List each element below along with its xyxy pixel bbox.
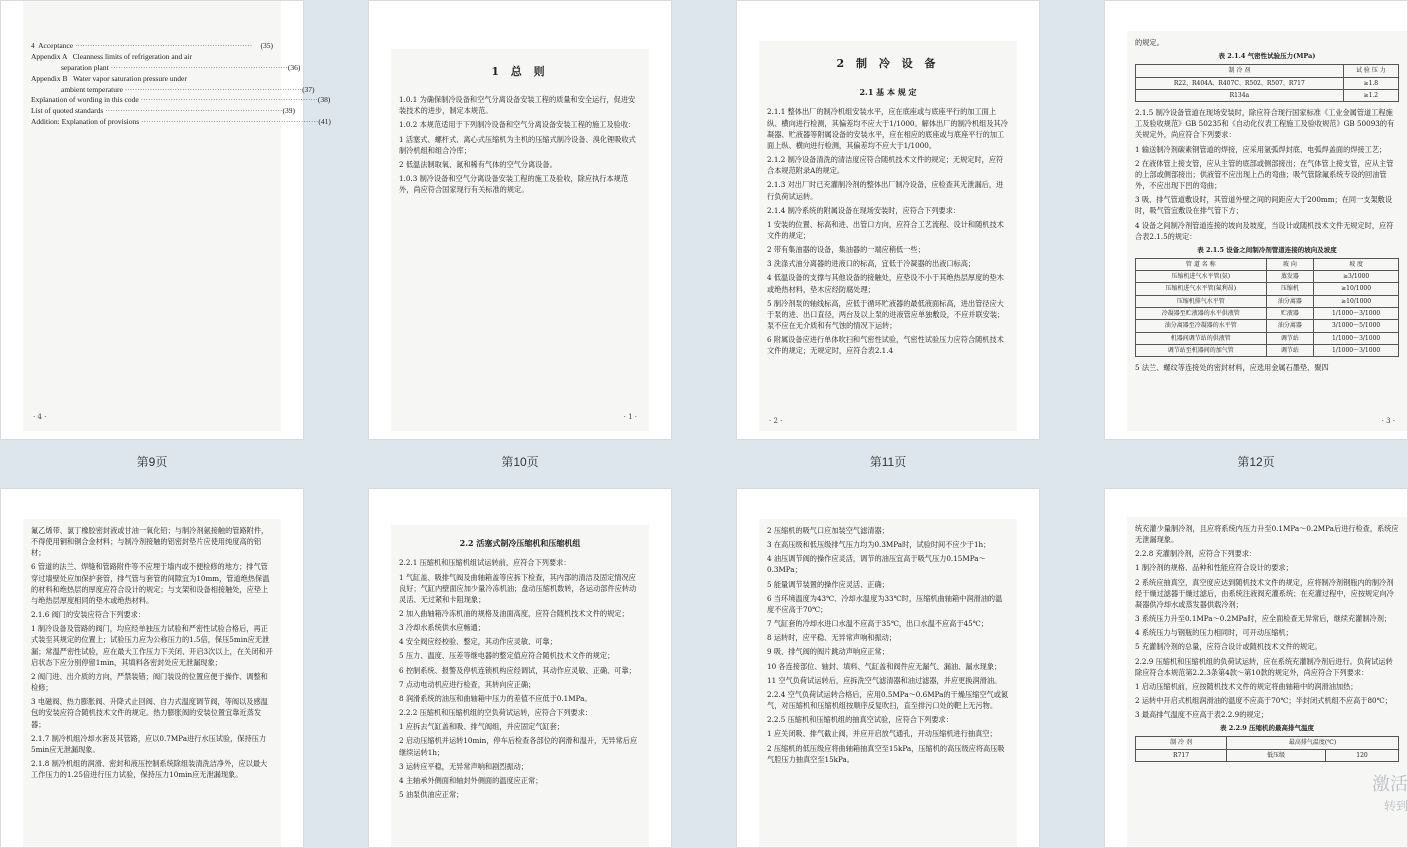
page-number: · 3 · xyxy=(1381,417,1395,426)
paragraph: 统充灌少量制冷剂，且应将系统内压力升至0.1MPa～0.2MPa后进行检查，系统应无泄漏现象。 xyxy=(1135,524,1399,545)
toc-entry-page: (41) xyxy=(318,117,331,127)
toc-entry xyxy=(31,106,295,117)
paragraph-list xyxy=(1135,107,1399,242)
paragraph: 1 活塞式、螺杆式、离心式压缩机为主机的压缩式制冷设备、溴化锂吸收式制冷机组和组合冷库； xyxy=(399,134,636,155)
table-row xyxy=(1136,332,1399,344)
toc-entry xyxy=(31,52,273,63)
paragraph: 8 润滑系统的油压和曲轴箱中压力的差值不应低于0.1MPa。 xyxy=(399,693,592,703)
paragraph: 3 吸、排气管道敷设时，其管道外壁之间的间距应大于200mm；在同一支架敷设时，吸气管宜敷设在排气管下方； xyxy=(1135,195,1393,216)
paragraph: 8 运转时，应平稳、无异常声响和振动； xyxy=(767,633,897,643)
paragraph: 3 最高排气温度不应高于表2.2.9的规定； xyxy=(1135,710,1268,720)
paragraph: 1.0.1 为确保制冷设备和空气分离设备安装工程的质量和安全运行，促进安装技术的进步，制定本规范。 xyxy=(399,95,636,116)
table-cell: 油分离器 xyxy=(1266,295,1314,307)
toc-list xyxy=(31,41,331,128)
toc-entry-label: List of quoted standards xyxy=(31,106,106,116)
table-row xyxy=(1136,344,1399,356)
table-cell: 压缩机 xyxy=(1266,283,1314,295)
table-cell: 机器间调节站的供液管 xyxy=(1136,332,1267,344)
toc-entry-label: separation plant xyxy=(31,62,111,72)
paragraph: 7 点动电动机应进行检查，其转向应正确； xyxy=(399,679,536,689)
paragraph: 2 阀门进、出介质的方向，严禁装错；阀门装设的位置应便于操作、调整和检修； xyxy=(31,671,268,693)
paragraph: 4 系统压力与钢瓶的压力相同时，可开动压缩机； xyxy=(1135,628,1293,638)
paragraph: 11 空气负荷试运转后，应拆洗空气滤清器和油过滤器，并应更换润滑油。 xyxy=(767,675,1002,685)
table-header-cell: 坡 向 xyxy=(1266,258,1314,270)
table-cell: ≥1.2 xyxy=(1343,89,1398,101)
paragraph: 9 吸、排气阀的阀片跳动声响应正常； xyxy=(767,647,889,657)
page-thumbnail-9[interactable] xyxy=(0,0,331,440)
paragraph: 1 启动压缩机前，应按随机技术文件的规定将曲轴箱中的润滑油加热； xyxy=(1135,681,1358,691)
paragraph: 5 油泵供油应正常； xyxy=(399,790,464,800)
table-cell: 冷凝器至贮液器的水平供液管 xyxy=(1136,308,1267,320)
section-title: 2.1 基 本 规 定 xyxy=(859,87,917,98)
toc-leader-dots xyxy=(192,52,273,63)
page-thumbnail-15[interactable] xyxy=(736,488,1040,848)
paragraph: 5 充灌制冷剂的总量，应符合设计或随机技术文件的规定。 xyxy=(1135,642,1322,652)
toc-leader-dots: ······································································· xyxy=(141,117,319,127)
toc-entry xyxy=(31,41,273,52)
paragraph: 1 制冷设备及管路的阀门，均应经单独压力试验和严密性试验合格后，再正式装至其规定的位置上；试验压力应为公称压力的1.5倍，保压5min应无泄漏；常温严密性试验，应在最大工作压力下关闭、开启3次以上，在关闭和开启状态下应分别停留1min，其填料各密封处应无泄漏现象； xyxy=(31,624,273,667)
page-number: · 2 · xyxy=(769,417,783,426)
toc-entry-page: (39) xyxy=(282,106,295,116)
page-content xyxy=(759,41,1017,431)
toc-entry-page: (38) xyxy=(317,95,331,105)
table-cell: 调节站 xyxy=(1266,332,1314,344)
paragraph: 2.1.3 对出厂时已充灌制冷剂的整体出厂制冷设备，应检查其无泄漏后，进行负荷试运转。 xyxy=(767,180,1004,201)
table-row xyxy=(1136,320,1399,332)
page-thumbnail-14[interactable] xyxy=(368,488,672,848)
table-header-cell: 最高排气温度(℃) xyxy=(1227,737,1399,749)
paragraph-list xyxy=(399,94,641,195)
toc-entry-page: (37) xyxy=(302,84,315,94)
table-row xyxy=(1136,308,1399,320)
paragraph: 2 压缩机的低压级应将曲轴箱抽真空至15kPa，压缩机的高压级应将高压吸气腔压力抽真空至15kPa。 xyxy=(767,743,1005,764)
page-content xyxy=(759,519,1017,847)
toc-leader-dots: ······································································· xyxy=(74,41,253,50)
paragraph: 2 加入曲轴箱冷冻机油的规格及油面高度，应符合随机技术文件的规定； xyxy=(399,609,629,619)
toc-entry-label: ambient temperature xyxy=(31,84,125,94)
page-content xyxy=(1127,31,1407,431)
paragraph: 1 应拆去气缸盖和吸、排气阀组，并应固定气缸套； xyxy=(399,722,564,732)
activation-watermark: 激活 xyxy=(1372,774,1408,795)
paragraph: 2 压缩机的吸气口应加装空气滤清器； xyxy=(767,526,889,535)
page-number: · 4 · xyxy=(33,413,47,422)
table-row xyxy=(1136,749,1399,761)
paragraph: 2.1.5 制冷设备管道在现场安装时，除应符合现行国家标准《工业金属管道工程施工及验收规范》GB 50235和《自动化仪表工程施工及验收规范》GB 50093的有关规定外，尚应符合下列要求： xyxy=(1135,108,1395,140)
table-header-cell: 制 冷 剂 xyxy=(1136,65,1344,77)
toc-entry xyxy=(31,62,301,74)
page-thumbnail-11[interactable] xyxy=(736,0,1040,440)
toc-entry xyxy=(31,117,331,128)
table-cell: R717 xyxy=(1136,749,1227,761)
paragraph: 1 安装的位置、标高和进、出管口方向，应符合工艺流程、设计和随机技术文件的规定； xyxy=(767,219,1004,240)
page-thumbnail-10[interactable] xyxy=(368,0,672,440)
paragraph: 5 制冷剂泵的轴线标高，应低于循环贮液器的最低液面标高，进出管径应大于泵的进、出口直径，两台及以上泵的进液管应单独敷设，不应并联安装；泵不应在无介质和有气蚀的情况下运转； xyxy=(767,298,1005,331)
paragraph: 2 运转中开启式机组润滑油的温度不应高于70℃；半封闭式机组不应高于80℃； xyxy=(1135,696,1392,706)
paragraph: 氟乙烯带、氯丁橡胶密封液或甘油一氧化铅；与制冷剂氨接触的管路附件，不得使用铜和铜合金材料；与制冷剂接触的铝密封垫片应使用纯度高的铝材； xyxy=(31,526,269,558)
table-header-cell: 坡 度 xyxy=(1314,258,1399,270)
paragraph-list xyxy=(399,557,641,800)
paragraph: 2.2.1 压缩机和压缩机组试运转前，应符合下列要求： xyxy=(399,558,571,568)
pressure-table xyxy=(1135,64,1399,102)
toc-entry-label: Explanation of wording in this code xyxy=(31,95,141,105)
table-cell: 压缩机进气水平管(氟利昂) xyxy=(1136,283,1267,295)
paragraph: 2.1.4 制冷系统的附属设备在现场安装时，应符合下列要求： xyxy=(767,205,961,215)
paragraph: 2.1.2 制冷设备清洗的清洁度应符合随机技术文件的规定；无规定时，应符合本规范附录A的规定。 xyxy=(767,155,1004,176)
page-thumbnail-13[interactable] xyxy=(0,488,304,848)
paragraph: 2.1.1 整体出厂的制冷机组安装水平，应在底座或与底座平行的加工面上纵、横向进行检测，其偏差均不应大于1/1000。解体出厂的制冷机组及其冷凝器、贮液器等附属设备的安装水平，应在相应的底座或与底座平行的加工面上纵、横向进行检测，其偏差均不应大于1/1000。 xyxy=(767,107,1008,150)
paragraph: 4 安全阀应经校验、整定，其动作应灵敏、可靠； xyxy=(399,637,557,647)
paragraph: 2.2.8 充灌制冷剂，应符合下列要求： xyxy=(1135,549,1257,559)
table-caption: 表 2.1.5 设备之间制冷剂管道连接的坡向及坡度 xyxy=(1197,245,1337,254)
table-cell: 1/1000～3/1000 xyxy=(1314,332,1399,344)
table-row xyxy=(1136,295,1399,307)
table-cell: 调节站至机器间的加气管 xyxy=(1136,344,1267,356)
slope-table xyxy=(1135,258,1399,357)
page-caption-11[interactable]: 第11页 xyxy=(869,455,907,469)
toc-leader-dots xyxy=(187,74,273,85)
paragraph: 2.1.7 制冷机组冷却水套及其管路，应以0.7MPa进行水压试验，保持压力5min应无泄漏现象。 xyxy=(31,733,267,754)
table-cell: 油分离器 xyxy=(1266,320,1314,332)
paragraph: 3 洗涤式油分离器的进液口的标高，宜低于冷凝器的出液口标高； xyxy=(767,259,976,269)
paragraph: 3 冷却水系统供水应畅通； xyxy=(399,623,485,633)
paragraph: 2 启动压缩机并运转10min，停车后检查各部位的润滑和温升，无异常后应继续运转1h； xyxy=(399,736,638,757)
paragraph: 7 气缸套的冷却水进口水温不应高于35℃，出口水温不应高于45℃； xyxy=(767,619,988,629)
table-cell: ≥10/1000 xyxy=(1314,283,1399,295)
paragraph: 2.1.6 阀门的安装应符合下列要求： xyxy=(31,610,146,620)
page-thumbnail-16[interactable] xyxy=(1104,488,1408,848)
paragraph-list xyxy=(767,106,1009,356)
table-caption: 表 2.2.9 压缩机的最高排气温度 xyxy=(1219,724,1315,733)
table-header-cell: 管 道 名 称 xyxy=(1136,258,1267,270)
paragraph: 1.0.3 制冷设备和空气分离设备安装工程的施工及验收，除应执行本规范外，尚应符合国家现行有关标准的规定。 xyxy=(399,173,629,195)
toc-leader-dots: ······································································· xyxy=(124,84,303,94)
table-row xyxy=(1136,77,1399,89)
page-number: · 1 · xyxy=(623,413,637,422)
table-cell: 油分离器至冷凝器的水平管 xyxy=(1136,320,1267,332)
toc-entry-label: 4 Acceptance xyxy=(31,41,75,50)
paragraph: 1 输送制冷剂碳素钢管道的焊接，应采用氩弧焊封底、电弧焊盖面的焊接工艺； xyxy=(1135,144,1387,154)
toc-entry xyxy=(31,84,315,96)
table-header-cell: 制 冷 剂 xyxy=(1136,737,1227,749)
paragraph: 2 在液体管上接支管，应从主管的底部或侧部接出；在气体管上接支管，应从主管的上部或侧部接出；供液管不应出现上凸的弯曲；吸气管除氟系统专设的回油管外，不应出现下凹的弯曲； xyxy=(1135,158,1394,191)
table-row xyxy=(1136,271,1399,283)
paragraph: 5 能量调节装置的操作应灵活、正确； xyxy=(767,579,889,589)
page-content xyxy=(391,49,649,431)
tail-text: 5 法兰、螺纹等连接处的密封材料，应选用金属石墨垫、聚四 xyxy=(1135,363,1329,373)
table-cell: 调节站 xyxy=(1266,344,1314,356)
activation-watermark-sub: 转到 xyxy=(1383,799,1408,813)
paragraph: 1 制冷剂的规格、品种和性能应符合设计的要求； xyxy=(1135,563,1293,573)
chapter-title: 2 制 冷 设 备 xyxy=(836,57,940,70)
toc-entry-page: (36) xyxy=(287,62,301,72)
chapter-title: 1 总 则 xyxy=(491,65,549,78)
paragraph: 2.2.9 压缩机和压缩机组的负荷试运转，应在系统充灌制冷剂后进行。负荷试运转除应符合本规范第2.2.3条第4款～第10款的规定外，尚应符合下列要求： xyxy=(1135,656,1393,677)
paragraph: 1.0.2 本规范适用于下列制冷设备和空气分离设备安装工程的施工及验收： xyxy=(399,120,636,130)
paragraph: 2.1.8 制冷机组的润滑、密封和液压控制系统除组装清洗洁净外，应以最大工作压力的1.25倍进行压力试验，保持压力10min应无泄漏现象。 xyxy=(31,758,268,780)
paragraph: 6 当环境温度为43℃、冷却水温度为33℃时，压缩机曲轴箱中润滑油的温度不应高于70℃； xyxy=(767,593,1003,614)
table-cell: 蒸发器 xyxy=(1266,271,1314,283)
page-content xyxy=(1127,517,1407,847)
table-cell: 1/1000～3/1000 xyxy=(1314,308,1399,320)
paragraph: 6 附属设备应进行单体吹扫和气密性试验，气密性试验压力应符合随机技术文件的规定；无规定时，应符合表2.1.4 xyxy=(767,335,1004,356)
paragraph: 3 系统压力升至0.1MPa～0.2MPa时，应全面检查无异常后，继续充灌制冷剂； xyxy=(1135,614,1392,624)
table-cell: ≥3/1000 xyxy=(1314,271,1399,283)
table-caption: 表 2.1.4 气密性试验压力(MPa) xyxy=(1218,52,1316,61)
paragraph: 2 系统应抽真空，真空度应达到随机技术文件的规定，应将制冷剂钢瓶内的制冷剂经干燥过滤器干燥过滤后，由系统注液阀充灌系统；在充灌过程中，应按规定向冷凝器供冷却水或蒸发器供载冷剂； xyxy=(1135,577,1394,609)
paragraph: 5 压力、温度、压差等继电器的整定值应符合随机技术文件的规定； xyxy=(399,651,615,661)
table-cell: ≥10/1000 xyxy=(1314,295,1399,307)
paragraph: 3 在高压级和低压级排气压力均为0.3MPa时，试验时间不应少于1h； xyxy=(767,540,991,550)
table-cell: 压缩机排气水平管 xyxy=(1136,295,1267,307)
page-caption-12[interactable]: 第12页 xyxy=(1237,455,1275,469)
toc-entry-label: Appendix A Cleanness limits of refrigeration and air xyxy=(31,51,193,61)
paragraph: 4 设备之间制冷剂管道连接的坡向及坡度，当设计或随机技术文件无规定时，应符合表2.1.5的规定： xyxy=(1135,220,1394,241)
section-title: 2.2 活塞式制冷压缩机和压缩机组 xyxy=(459,538,581,548)
paragraph: 6 控制系统、报警及停机连锁机构应经调试，其动作应灵敏、正确、可靠； xyxy=(399,665,636,675)
table-cell: 3/1000～5/1000 xyxy=(1314,320,1399,332)
paragraph: 2.2.5 压缩机和压缩机组的抽真空试验，应符合下列要求： xyxy=(767,715,953,725)
paragraph: 10 各连接部位、轴封、填料、气缸盖和阀件应无漏气、漏油、漏水现象； xyxy=(767,661,1002,671)
table-cell: 贮液器 xyxy=(1266,308,1314,320)
table-cell: 低压级 xyxy=(1227,749,1326,761)
table-row xyxy=(1136,89,1399,101)
paragraph: 2 带有集油器的设备，集油器的一端应稍低一些； xyxy=(767,245,925,255)
table-cell: 120 xyxy=(1325,749,1398,761)
table-cell: R134a xyxy=(1136,89,1344,101)
page-caption-9[interactable]: 第9页 xyxy=(136,455,168,469)
page-content xyxy=(23,1,331,431)
toc-entry xyxy=(31,95,331,106)
table-header-cell: 试 验 压 力 xyxy=(1343,65,1398,77)
toc-leader-dots: ······································································· xyxy=(140,95,318,105)
paragraph: 3 电磁阀、热力膨胀阀、升降式止回阀、自力式温度调节阀，等阀以及感温包的安装应符合随机技术文件的规定。热力膨胀阀的安装位置宜靠近蒸发器； xyxy=(31,697,268,729)
paragraph: 4 低温设备的支撑与其他设备的接触处，应垫设不小于其绝热层厚度的垫木或绝热材料，垫木应经防腐处理； xyxy=(767,273,1004,294)
paragraph: 4 主轴承外侧面和轴封外侧面的温度应正常； xyxy=(399,775,543,785)
paragraph-list xyxy=(1135,523,1399,720)
table-cell: 压缩机进气水平管(氨) xyxy=(1136,271,1267,283)
page-caption-10[interactable]: 第10页 xyxy=(501,455,539,469)
paragraph: 4 油压调节阀的操作应灵活，调节的油压宜高于吸气压力0.15MPa～0.3MPa； xyxy=(767,554,986,575)
toc-entry xyxy=(31,74,273,85)
table-row xyxy=(1136,283,1399,295)
toc-entry-label: Addition: Explanation of provisions xyxy=(31,117,141,127)
paragraph: 1 气缸盖、吸排气阀及曲轴箱盖等应拆下检查，其内部的清洁及固定情况应良好；气缸内壁面应加少量冷冻机油；盘动压缩机数转，各运动部件应转动灵活、无过紧和卡阻现象； xyxy=(399,572,637,604)
table-cell: ≥1.8 xyxy=(1343,77,1398,89)
exhaust-temp-table xyxy=(1135,736,1399,762)
toc-entry-page: (35) xyxy=(260,41,273,50)
paragraph: 2 低温法制取氧、氮和稀有气体的空气分离设备。 xyxy=(399,159,557,169)
paragraph-list xyxy=(767,525,1009,765)
table-cell: 1/1000～3/1000 xyxy=(1314,344,1399,356)
page-thumbnail-12[interactable] xyxy=(1104,0,1408,440)
toc-leader-dots: ······································································· xyxy=(105,106,283,116)
toc-leader-dots: ······································································· xyxy=(110,62,288,72)
paragraph: 2.2.2 压缩机和压缩机组的空负荷试运转，应符合下列要求： xyxy=(399,708,593,718)
page-content xyxy=(23,519,281,847)
paragraph: 3 运转应平稳，无异常声响和剧烈振动； xyxy=(399,761,529,771)
paragraph-list xyxy=(31,525,273,780)
paragraph: 6 管道的法兰、焊缝和管路附件等不应埋于墙内或不便检修的地方；排气管穿过墙壁处应加保护套管，排气管与套管的间隙宜为10mm，管道绝热保温的材料和绝热层的厚度应符合设计的规定；与支架和设备相接触处，应垫上与绝热层厚度相同的垫木或绝热材料。 xyxy=(31,562,270,605)
table-cell: R22、R404A、R407C、R502、R507、R717 xyxy=(1136,77,1344,89)
paragraph: 2.2.4 空气负荷试运转合格后，应用0.5MPa～0.6MPa的干燥压缩空气或氮气，对压缩机和压缩机组按顺序反复吹扫，直至排污口处的靶上无污物。 xyxy=(767,689,1009,711)
paragraph: 1 应关闭吸、排气截止阀，并应开启放气通孔，开动压缩机进行抽真空； xyxy=(767,729,997,739)
page-content xyxy=(391,525,649,847)
toc-entry-label: Appendix B Water vapor saturation pressure under xyxy=(31,73,187,83)
lead-text: 的规定。 xyxy=(1135,38,1164,47)
